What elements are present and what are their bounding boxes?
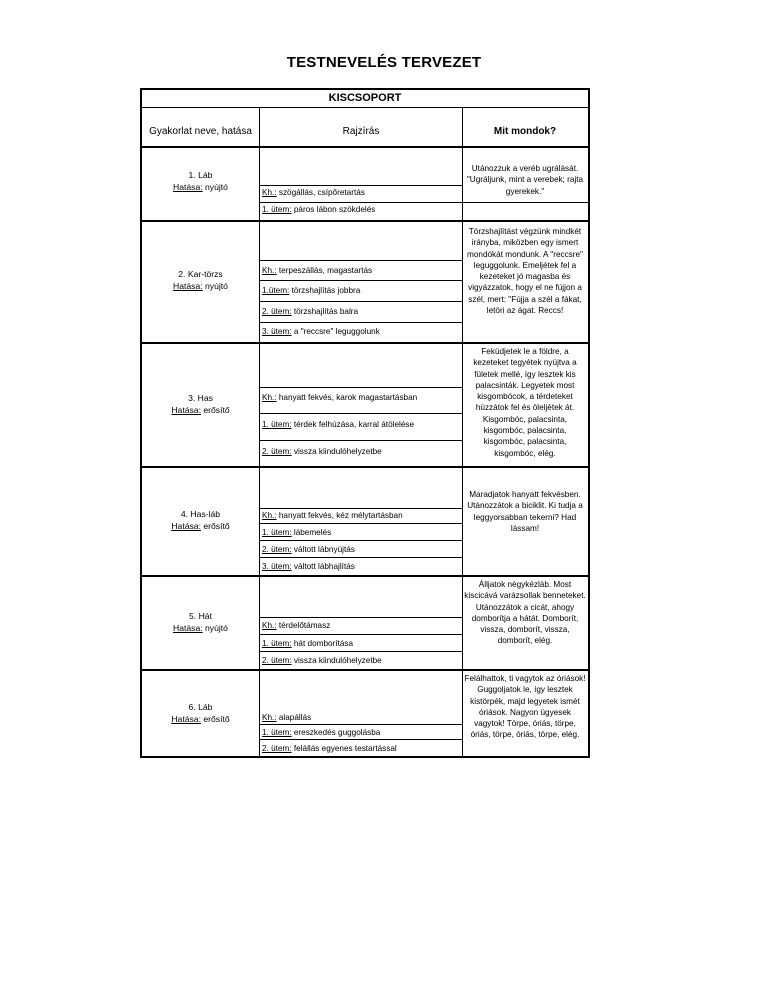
exercise-name [142,169,259,193]
row-divider [142,669,588,671]
row-divider [142,220,588,222]
step-row: Kh.: alapállás [262,713,312,722]
exercise-name [142,701,259,725]
effect-value: nyújtó [205,182,228,192]
step-row: 3. ütem: váltott lábhajlítás [262,562,355,571]
exercise-title: 6. Láb [188,702,213,712]
say-text: Álljatok négykézláb. Most kiscicává varázsollak benneteket. Utánozzátok a cicát, ahogy domborítja a hátát. Domborít, vissza, domborít, vissza, domborít, elég. [464,580,586,646]
effect-value: nyújtó [205,623,228,633]
step-row: Kh.: szögállás, csípőretartás [262,188,365,197]
step-row: 3. ütem: a "reccsre" leguggolunk [262,327,380,336]
exercise-name [142,508,259,532]
effect-label: Hatása: [171,521,201,531]
say-text: Törzshajlítást végzünk mindkét irányba, miközben egy ismert mondókát mondunk. A "reccsre" leguggolunk. Emeljétek fel a kezeteket jó magasba és vigyázzatok, hogy el ne fújjon a szél, mert: "Fújja a szél a fákat, letöri az ágat. Reccs! [467,227,583,316]
column-header-drawing: Rajzírás [342,126,380,137]
exercise-name [142,268,259,292]
step-row: 1. ütem: ereszkedés guggolásba [262,728,381,737]
step-row: 2. ütem: vissza kiindulóhelyzetbe [262,656,382,665]
step-row: 1.ütem: törzshajlítás jobbra [262,286,361,295]
effect-value: erősítő [203,714,230,724]
exercise-name [142,610,259,634]
exercise-name [142,392,259,416]
effect-value: nyújtó [205,281,228,291]
step-row: Kh.: hanyatt fekvés, karok magastartásban [262,393,418,402]
effect-label: Hatása: [173,623,203,633]
row-divider [142,575,588,577]
step-row: Kh.: hanyatt fekvés, kéz mélytartásban [262,511,403,520]
step-row: 2. ütem: váltott lábnyújtás [262,545,355,554]
document-title: TESTNEVELÉS TERVEZET [286,54,482,71]
column-header-exercise: Gyakorlat neve, hatása [149,126,252,137]
say-text: Feküdjetek le a földre, a kezeteket tegyétek nyújtva a fületek mellé, így lesztek kis palacsinták. Legyetek most kisgombócok, a térdeteket húzzátok fel és öleljétek át. Kisgombóc, palacsinta, kisgombóc, palacsinta, kisgombóc, palacsinta, kisgombóc, elég. [473,347,577,458]
group-header: KISCSOPORT [142,90,588,108]
row-divider [142,146,588,148]
effect-value: erősítő [203,405,230,415]
step-row: 1. ütem: hát domborítása [262,639,354,648]
effect-label: Hatása: [171,714,201,724]
exercise-title: 4. Has-láb [180,509,221,519]
exercise-title: 5. Hát [189,611,212,621]
exercise-title: 2. Kar-törzs [178,269,223,279]
step-row: 1. ütem: térdek felhúzása, karral átölelése [262,420,415,429]
effect-label: Hatása: [171,405,201,415]
step-row: 2. ütem: vissza kiindulóhelyzetbe [262,447,382,456]
step-row: 2. ütem: felállás egyenes testartással [262,744,397,753]
effect-label: Hatása: [173,281,203,291]
say-text: Utánozzuk a veréb ugrálását. "Ugráljunk, mint a verebek; rajta gyerekek." [466,164,584,196]
say-text: Felálhattok, ti vagytok az óriások! Guggoljatok le, így lesztek kistörpék, majd legyetek ismét óriások. Nagyon ügyesek vagytok! Törpe, óriás, törpe, óriás, törpe, óriás, törpe, elég. [464,674,586,740]
row-divider [142,466,588,468]
step-row: 2. ütem: törzshajlítás balra [262,307,359,316]
column-header-say: Mit mondok? [493,126,557,137]
step-row: 1. ütem: páros lábon szökdelés [262,205,376,214]
step-row: Kh.: térdelőtámasz [262,621,331,630]
say-text: Maradjatok hanyatt fekvésben. Utánozzátok a biciklit. Ki tudja a leggyorsabban tekerni? Had lássam! [467,490,583,533]
exercise-table [140,88,590,758]
effect-label: Hatása: [173,182,203,192]
step-row: 1. ütem: lábemelés [262,528,332,537]
step-row: Kh.: terpeszállás, magastartás [262,266,373,275]
exercise-title: 3. Has [188,393,213,403]
effect-value: erősítő [203,521,230,531]
row-divider [142,342,588,344]
exercise-title: 1. Láb [188,170,213,180]
